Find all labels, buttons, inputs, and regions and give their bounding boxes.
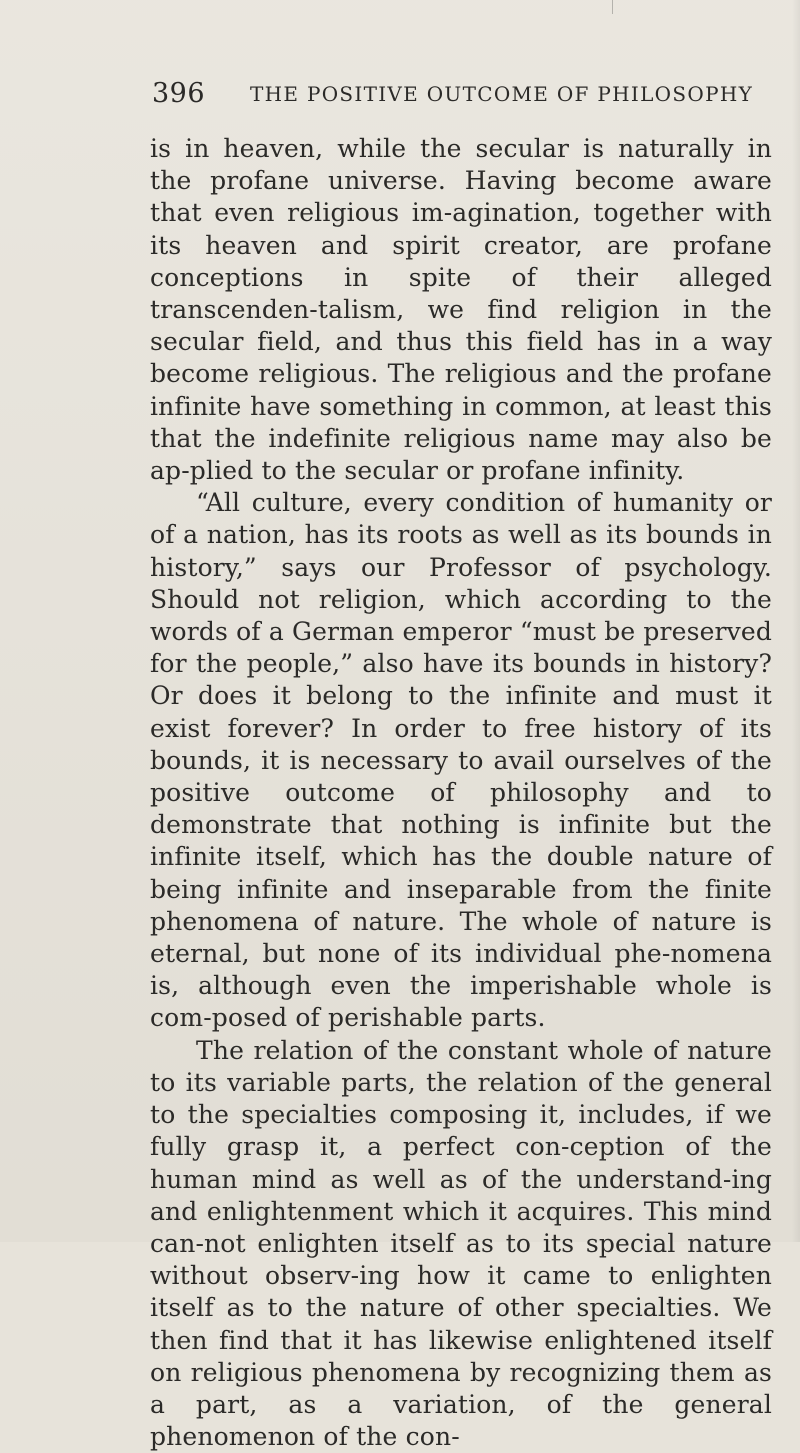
page-edge-mark <box>612 0 613 14</box>
page-header <box>152 78 764 108</box>
running-title: THE POSITIVE OUTCOME OF PHILOSOPHY <box>250 82 754 106</box>
page-number: 396 <box>152 78 206 109</box>
paragraph-1: is in heaven, while the secular is naturally in the profane universe. Having become aware that even religious im-agination, together with its heaven and spirit creator, are profane conceptions in spite of their alleged transcenden-talism, we find religion in the secular field, and thus this field has in a way become religious. The religious and the profane infinite have something in common, at least this that the indefinite religious name may also be ap-plied to the secular or profane infinity. <box>150 134 772 486</box>
paragraph-2: “All culture, every condition of humanity or of a nation, has its roots as well as its bounds in history,” says our Professor of psychology. Should not religion, which according to the words of a German emperor “must be preserved for the people,” also have its bounds in history? Or does it belong to the infinite and must it exist forever? In order to free history of its bounds, it is necessary to avail ourselves of the positive outcome of philosophy and to demonstrate that nothing is infinite but the infinite itself, which has the double nature of being infinite and inseparable from the finite phenomena of nature. The whole of nature is eternal, but none of its individual phe-nomena is, although even the imperishable whole is com-posed of perishable parts. <box>150 488 772 1033</box>
page-edge-shadow <box>792 0 800 1242</box>
paragraph-3: The relation of the constant whole of nature to its variable parts, the relation of the general to the specialties composing it, includes, if we fully grasp it, a perfect con-ception of the human mind as well as of the understand-ing and enlightenment which it acquires. This mind can-not enlighten itself as to its special nature without observ-ing how it came to enlighten itself as to the nature of other specialties. We then find that it has likewise enlightened itself on religious phenomena by recognizing them as a part, as a variation, of the general phenomenon of the con- <box>150 1035 772 1452</box>
body-text <box>150 133 772 1452</box>
